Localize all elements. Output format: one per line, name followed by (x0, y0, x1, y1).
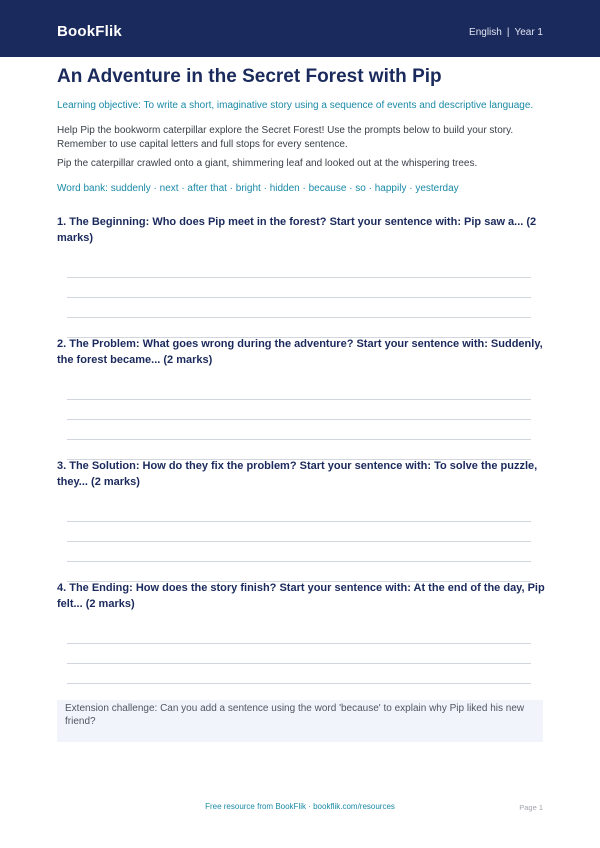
meta-separator: | (506, 27, 510, 38)
answer-line[interactable] (67, 419, 531, 420)
footer-text: Free resource from BookFlik · bookflik.com/resources (205, 802, 395, 811)
answer-line[interactable] (67, 297, 531, 298)
page-number: Page 1 (519, 803, 543, 812)
answer-line[interactable] (67, 541, 531, 542)
answer-line[interactable] (67, 317, 531, 318)
answer-line[interactable] (67, 399, 531, 400)
answer-line[interactable] (67, 561, 531, 562)
answer-line[interactable] (67, 683, 531, 684)
subject-year (469, 27, 543, 38)
answer-line[interactable] (67, 521, 531, 522)
question-2: 2. The Problem: What goes wrong during the adventure? Start your sentence with: Suddenly, the forest became... (2 marks) (57, 338, 543, 366)
brand-logo: BookFlik (57, 23, 122, 40)
page-title: An Adventure in the Secret Forest with Pip (57, 66, 442, 87)
answer-line[interactable] (67, 439, 531, 440)
intro-text: Help Pip the bookworm caterpillar explore the Secret Forest! Use the prompts below to build your story. Remember to use capital letters and full stops for every sentence. (57, 125, 514, 150)
question-3: 3. The Solution: How do they fix the problem? Start your sentence with: To solve the puzzle, they... (2 marks) (57, 460, 538, 488)
question-1: 1. The Beginning: Who does Pip meet in the forest? Start your sentence with: Pip saw a... (2 marks) (57, 216, 537, 244)
extension-challenge-box (57, 700, 543, 742)
word-bank: Word bank: suddenly · next · after that · bright · hidden · because · so · happily · yesterday (57, 183, 459, 194)
answer-line[interactable] (67, 643, 531, 644)
question-4: 4. The Ending: How does the story finish? Start your sentence with: At the end of the day, Pip felt... (2 marks) (57, 582, 545, 610)
answer-line[interactable] (67, 277, 531, 278)
subject-label: English (469, 27, 502, 38)
extension-challenge-text: Extension challenge: Can you add a sentence using the word 'because' to explain why Pip liked his new friend? (65, 703, 525, 727)
answer-line[interactable] (67, 663, 531, 664)
page-header (0, 0, 600, 57)
scene-text: Pip the caterpillar crawled onto a giant, shimmering leaf and looked out at the whispering trees. (57, 158, 478, 169)
year-label: Year 1 (514, 27, 543, 38)
learning-objective: Learning objective: To write a short, imaginative story using a sequence of events and descriptive language. (57, 100, 534, 111)
